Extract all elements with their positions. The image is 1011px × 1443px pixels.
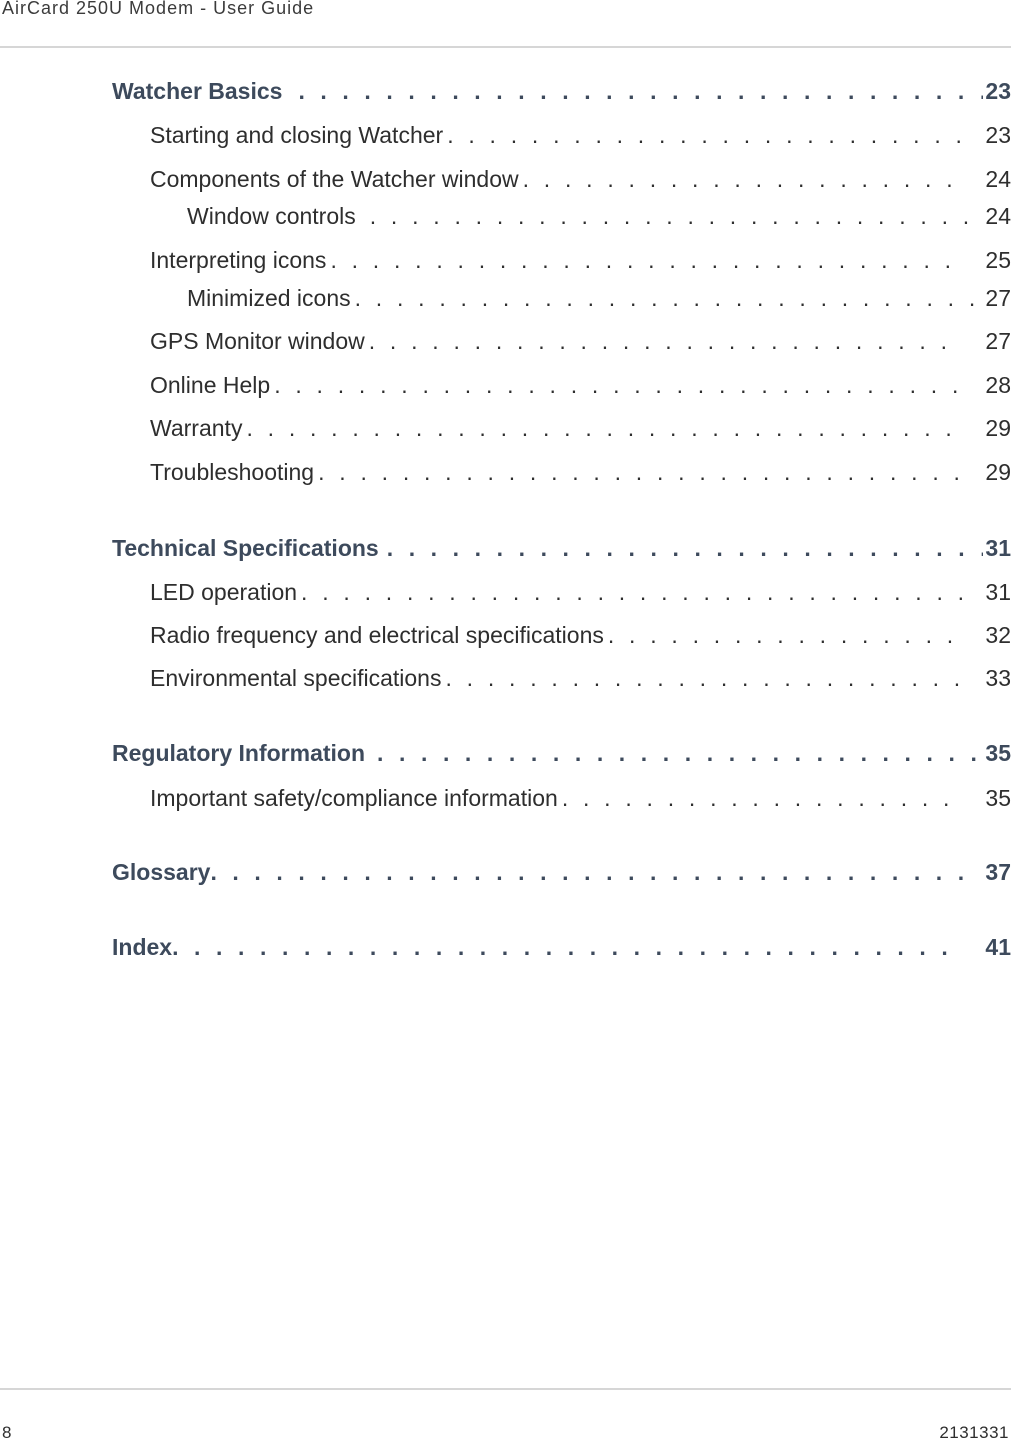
toc-leader-dots	[298, 78, 983, 105]
toc-leader-dots	[370, 203, 984, 230]
toc-entry-troubleshooting[interactable]	[150, 459, 1011, 489]
toc-entry-page: 27	[985, 328, 1011, 354]
toc-entry-watcher-basics[interactable]	[112, 78, 1011, 108]
toc-entry-label: Warranty	[150, 415, 243, 441]
toc-leader-dots	[210, 859, 963, 886]
toc-entry-page: 29	[985, 459, 1011, 485]
toc-entry-page: 24	[985, 166, 1011, 192]
toc-entry-regulatory-information[interactable]	[112, 740, 1011, 770]
toc-entry-page: 41	[985, 934, 1011, 960]
toc-entry-glossary[interactable]	[112, 859, 1011, 889]
toc-leader-dots	[318, 459, 963, 486]
toc-leader-dots	[369, 328, 963, 355]
toc-entry-page: 35	[985, 785, 1011, 811]
footer-doc-number: 2131331	[939, 1423, 1009, 1442]
toc-entry-page: 33	[985, 665, 1011, 691]
toc-entry-label: GPS Monitor window	[150, 328, 365, 354]
toc-entry-label: Technical Specifications	[112, 535, 379, 561]
toc-entry-window-controls[interactable]	[187, 203, 1011, 233]
toc-entry-label: Interpreting icons	[150, 247, 327, 273]
toc-entry-page: 29	[985, 415, 1011, 441]
toc-leader-dots	[562, 785, 963, 812]
toc-leader-dots	[330, 247, 963, 274]
running-header-title: AirCard 250U Modem - User Guide	[2, 0, 315, 18]
toc-entry-page: 31	[985, 579, 1011, 605]
toc-entry-radio-frequency-specifications[interactable]	[150, 622, 1011, 652]
toc-entry-label: Watcher Basics	[112, 78, 283, 104]
toc-leader-dots	[387, 535, 984, 562]
toc-entry-label: Regulatory Information	[112, 740, 366, 766]
toc-leader-dots	[274, 372, 963, 399]
toc-entry-label: Glossary	[112, 859, 211, 885]
toc-entry-page: 23	[985, 78, 1011, 104]
toc-leader-dots	[523, 166, 963, 193]
toc-entry-label: Troubleshooting	[150, 459, 315, 485]
toc-entry-page: 35	[985, 740, 1011, 766]
toc-entry-label: LED operation	[150, 579, 298, 605]
toc-leader-dots	[355, 285, 984, 312]
toc-entry-starting-closing-watcher[interactable]	[150, 122, 1011, 152]
toc-entry-gps-monitor-window[interactable]	[150, 328, 1011, 358]
toc-entry-technical-specifications[interactable]	[112, 535, 1011, 565]
toc-entry-minimized-icons[interactable]	[187, 285, 1011, 315]
toc-entry-page: 37	[985, 859, 1011, 885]
toc-entry-label: Index	[112, 934, 173, 960]
toc-entry-page: 32	[985, 622, 1011, 648]
toc-entry-page: 27	[985, 285, 1011, 311]
toc-entry-label: Online Help	[150, 372, 271, 398]
toc-entry-interpreting-icons[interactable]	[150, 247, 1011, 277]
toc-entry-components-watcher-window[interactable]	[150, 166, 1011, 196]
toc-entry-label: Components of the Watcher window	[150, 166, 519, 192]
toc-entry-page: 24	[985, 203, 1011, 229]
header-divider	[0, 46, 1011, 48]
toc-entry-page: 31	[985, 535, 1011, 561]
toc-leader-dots	[172, 934, 963, 961]
toc-entry-important-safety-compliance[interactable]	[150, 785, 1011, 815]
toc-entry-page: 28	[985, 372, 1011, 398]
toc-entry-label: Environmental specifications	[150, 665, 442, 691]
toc-entry-label: Window controls	[187, 203, 356, 229]
toc-leader-dots	[608, 622, 963, 649]
toc-entry-label: Important safety/compliance information	[150, 785, 558, 811]
toc-leader-dots	[246, 415, 963, 442]
toc-entry-index[interactable]	[112, 934, 1011, 964]
toc-leader-dots	[301, 579, 963, 606]
toc-entry-environmental-specifications[interactable]	[150, 665, 1011, 695]
footer-divider	[0, 1388, 1011, 1390]
toc-entry-led-operation[interactable]	[150, 579, 1011, 609]
toc-entry-label: Radio frequency and electrical specifications	[150, 622, 604, 648]
toc-leader-dots	[447, 122, 963, 149]
toc-entry-label: Starting and closing Watcher	[150, 122, 444, 148]
toc-leader-dots	[377, 740, 983, 767]
toc-entry-label: Minimized icons	[187, 285, 351, 311]
footer-page-number: 8	[2, 1423, 12, 1442]
toc-entry-online-help[interactable]	[150, 372, 1011, 402]
toc-entry-warranty[interactable]	[150, 415, 1011, 445]
toc-entry-page: 23	[985, 122, 1011, 148]
toc-leader-dots	[445, 665, 963, 692]
toc-entry-page: 25	[985, 247, 1011, 273]
